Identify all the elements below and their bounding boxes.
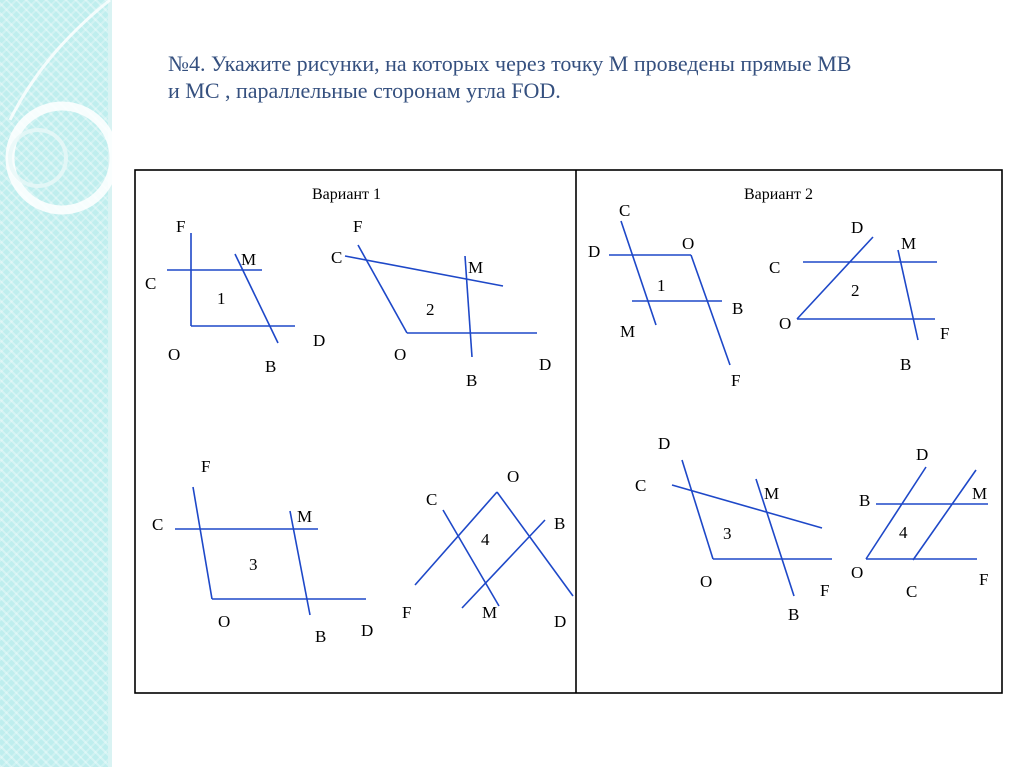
v1-fig1-label-b: B <box>265 357 277 376</box>
v1-figure-2 <box>331 217 551 390</box>
v1-figure-4 <box>402 467 573 631</box>
v2-fig3-label-m: M <box>764 484 780 503</box>
v2-fig2-label-m: M <box>901 234 917 253</box>
v1-figure-3 <box>152 457 373 646</box>
v1-fig4-label-c: C <box>426 490 438 509</box>
v2-fig2-label-f: F <box>940 324 950 343</box>
v2-fig1-label-m: M <box>620 322 636 341</box>
v1-fig4-number: 4 <box>481 530 490 549</box>
title-line-2: и МС , параллельные сторонам угла FOD. <box>168 78 561 103</box>
v1-figure-1 <box>145 217 325 376</box>
v2-fig1-label-f: F <box>731 371 741 390</box>
v1-fig1-label-f: F <box>176 217 186 236</box>
v2-fig2-number: 2 <box>851 281 860 300</box>
v2-fig2-label-b: B <box>900 355 912 374</box>
v2-fig4-label-b: B <box>859 491 871 510</box>
v1-fig3-label-m: M <box>297 507 313 526</box>
v1-fig2-label-d: D <box>539 355 552 374</box>
v1-fig2-label-b: B <box>466 371 478 390</box>
v1-fig2-label-c: C <box>331 248 343 267</box>
v2-figure-2 <box>769 218 949 374</box>
v2-fig4-number: 4 <box>899 523 908 542</box>
v1-fig2-ray-of <box>358 245 407 333</box>
v1-fig3-label-f: F <box>201 457 211 476</box>
v1-fig3-label-o: O <box>218 612 231 631</box>
v2-fig3-number: 3 <box>723 524 732 543</box>
v2-fig3-label-o: O <box>700 572 713 591</box>
v2-fig3-label-b: B <box>788 605 800 624</box>
v2-fig1-label-d: D <box>588 242 601 261</box>
v1-fig4-label-b: B <box>554 514 566 533</box>
v1-fig2-number: 2 <box>426 300 435 319</box>
v1-fig1-label-o: O <box>168 345 181 364</box>
v1-fig1-number: 1 <box>217 289 226 308</box>
v1-fig3-ray-of <box>193 487 212 599</box>
v1-fig4-label-m: M <box>482 603 498 622</box>
v2-figure-3 <box>635 434 832 624</box>
v1-fig2-label-f: F <box>353 217 363 236</box>
v2-fig4-label-m: M <box>972 484 988 503</box>
v2-fig4-label-d: D <box>916 445 929 464</box>
v1-fig3-label-b: B <box>315 627 327 646</box>
v1-fig3-label-c: C <box>152 515 164 534</box>
v2-figure-4 <box>851 445 988 601</box>
v1-fig1-label-m: M <box>241 250 257 269</box>
v2-fig2-label-d: D <box>851 218 864 237</box>
v2-fig3-ray-od <box>682 460 713 559</box>
v2-fig2-label-o: O <box>779 314 792 333</box>
variants-frame <box>135 170 1002 693</box>
v2-fig2-label-c: C <box>769 258 781 277</box>
v2-fig3-label-d: D <box>658 434 671 453</box>
v2-fig1-line-mc <box>621 221 656 325</box>
v2-figure-1 <box>588 201 743 390</box>
v2-fig1-label-b: B <box>732 299 744 318</box>
v1-fig4-ray-od <box>497 492 573 596</box>
v2-fig1-label-o: O <box>682 234 695 253</box>
v1-fig2-label-m: M <box>468 258 484 277</box>
v2-fig1-number: 1 <box>657 276 666 295</box>
v2-fig4-label-f: F <box>979 570 989 589</box>
v2-fig1-label-c: C <box>619 201 631 220</box>
v2-fig3-label-f: F <box>820 581 830 600</box>
v2-fig2-line-mb <box>898 250 918 340</box>
v2-fig1-ray-of <box>691 255 730 365</box>
v1-fig3-number: 3 <box>249 555 258 574</box>
v1-fig4-line-mc <box>443 510 499 606</box>
v1-fig1-label-d: D <box>313 331 326 350</box>
v2-fig4-label-c: C <box>906 582 918 601</box>
variant-1-header: Вариант 1 <box>312 186 381 203</box>
v2-fig2-ray-od <box>797 237 873 319</box>
v2-fig3-line-mc <box>672 485 822 528</box>
v2-fig4-line-mc <box>913 470 976 560</box>
v1-fig3-label-d: D <box>361 621 374 640</box>
v1-fig4-label-f: F <box>402 603 412 622</box>
title-line-1: №4. Укажите рисунки, на которых через точку М проведены прямые МВ <box>168 51 852 76</box>
v1-fig2-label-o: O <box>394 345 407 364</box>
v1-fig4-label-o: O <box>507 467 520 486</box>
v2-fig4-ray-od <box>866 467 926 559</box>
variant-2-header: Вариант 2 <box>744 186 813 203</box>
v2-fig4-label-o: O <box>851 563 864 582</box>
v1-fig1-label-c: C <box>145 274 157 293</box>
v2-fig3-label-c: C <box>635 476 647 495</box>
v1-fig4-label-d: D <box>554 612 567 631</box>
